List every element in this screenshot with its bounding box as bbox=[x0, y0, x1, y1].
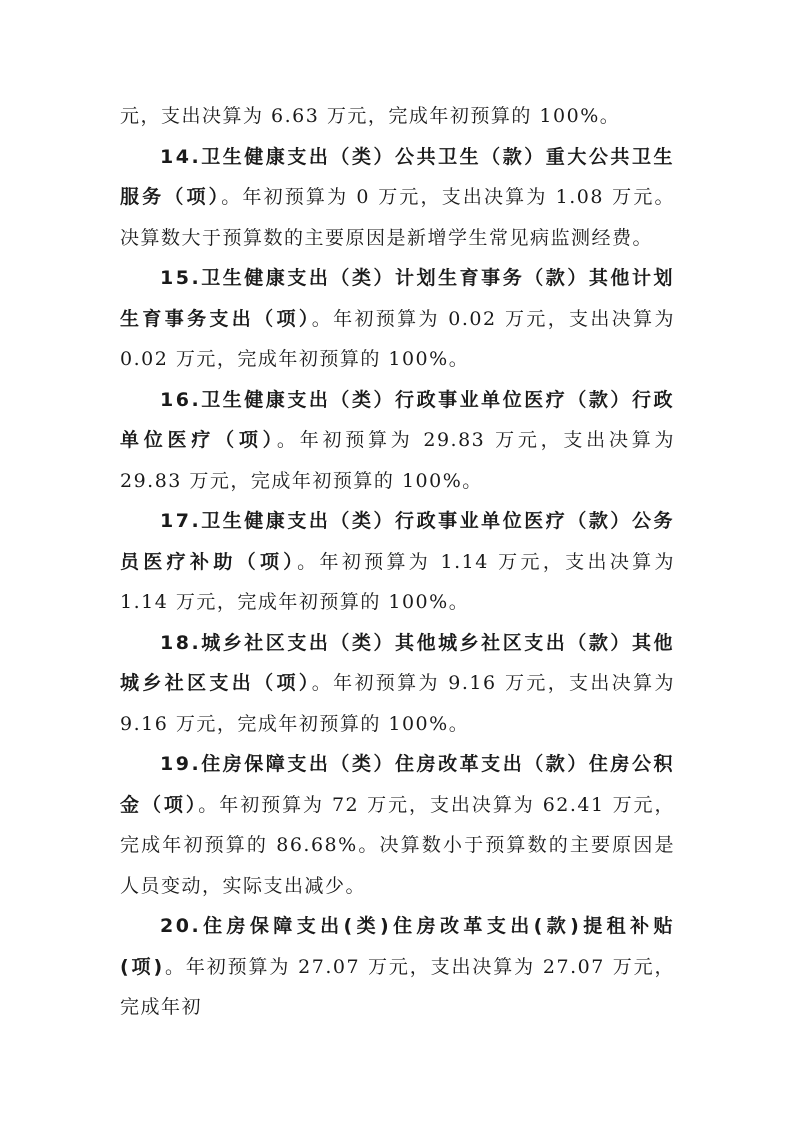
paragraph-14 bbox=[120, 137, 675, 259]
paragraph-heading: 14.卫生健康支出（类）公共卫生（款）重大公共卫生服务（项） bbox=[120, 145, 675, 208]
paragraph-text: 元，支出决算为 6.63 万元，完成年初预算的 100%。 bbox=[120, 105, 621, 127]
paragraph-20 bbox=[120, 906, 675, 1028]
paragraph-text: 。年初预算为 0 万元，支出决算为 1.08 万元。决算数大于预算数的主要原因是新增学生常见病监测经费。 bbox=[120, 186, 675, 249]
paragraph-16 bbox=[120, 380, 675, 502]
paragraph-text: 。年初预算为 1.14 万元，支出决算为 1.14 万元，完成年初预算的 100%。 bbox=[120, 550, 675, 613]
paragraph-15 bbox=[120, 258, 675, 380]
paragraph-text: 。年初预算为 0.02 万元，支出决算为 0.02 万元，完成年初预算的 100%。 bbox=[120, 307, 675, 370]
paragraph-13-continuation bbox=[120, 96, 675, 137]
paragraph-17 bbox=[120, 501, 675, 623]
paragraph-heading: 19.住房保障支出（类）住房改革支出（款）住房公积金（项） bbox=[120, 753, 675, 816]
paragraph-19 bbox=[120, 744, 675, 906]
paragraph-text: 。年初预算为 29.83 万元，支出决算为 29.83 万元，完成年初预算的 100%。 bbox=[120, 429, 675, 492]
paragraph-heading: 17.卫生健康支出（类）行政事业单位医疗（款）公务员医疗补助（项） bbox=[120, 510, 675, 573]
paragraph-text: 。年初预算为 72 万元，支出决算为 62.41 万元，完成年初预算的 86.68%。决算数小于预算数的主要原因是人员变动，实际支出减少。 bbox=[120, 793, 675, 897]
document-body bbox=[120, 96, 675, 1028]
paragraph-heading: 15.卫生健康支出（类）计划生育事务（款）其他计划生育事务支出（项） bbox=[120, 267, 675, 330]
paragraph-text: 。年初预算为 9.16 万元，支出决算为 9.16 万元，完成年初预算的 100%。 bbox=[120, 672, 675, 735]
paragraph-text: 。年初预算为 27.07 万元，支出决算为 27.07 万元，完成年初 bbox=[120, 955, 675, 1018]
paragraph-heading: 20.住房保障支出(类)住房改革支出(款)提租补贴(项) bbox=[120, 915, 675, 978]
paragraph-heading: 18.城乡社区支出（类）其他城乡社区支出（款）其他城乡社区支出（项） bbox=[120, 631, 675, 694]
paragraph-18 bbox=[120, 623, 675, 745]
paragraph-heading: 16.卫生健康支出（类）行政事业单位医疗（款）行政单位医疗（项） bbox=[120, 388, 675, 451]
